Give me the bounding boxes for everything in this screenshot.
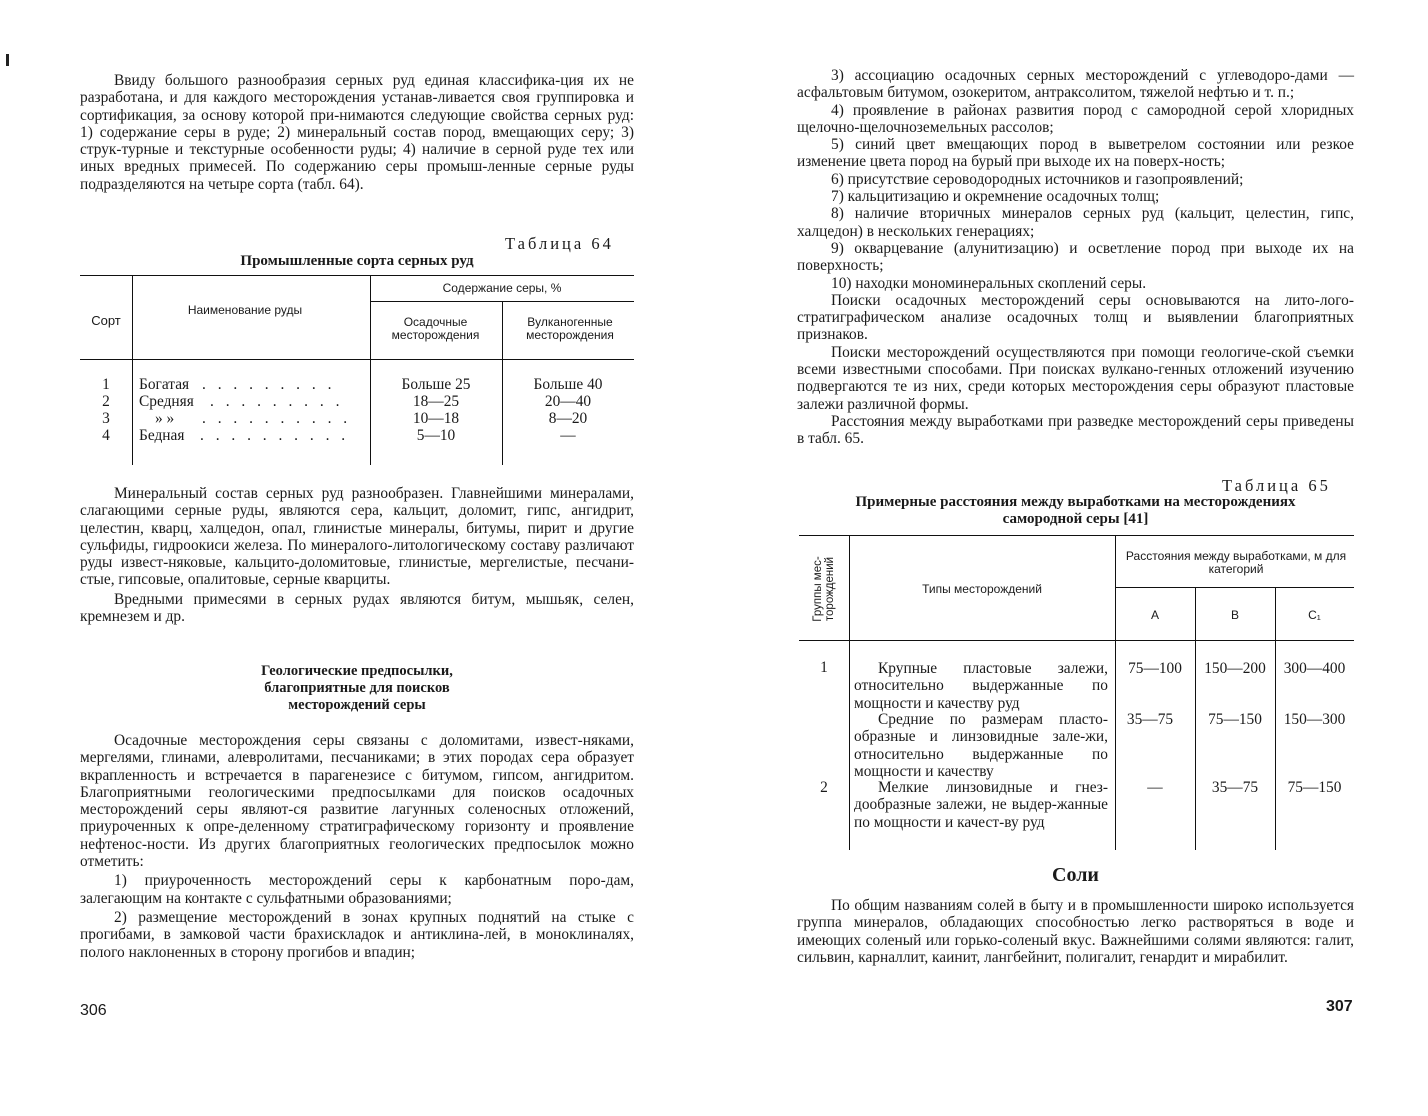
list-item: 8) наличие вторичных минералов серных руд (кальцит, целестин, гипс, халцедон) в нескольких генерациях; (797, 205, 1354, 240)
margin-mark (6, 54, 9, 66)
table-65-a: 75—100 (1128, 660, 1182, 677)
right-page (714, 0, 1428, 1116)
list-item: 10) находки мономинеральных скоплений серы. (831, 274, 1147, 292)
table-65-group: 1 (820, 659, 828, 676)
list-item: 7) кальцитизацию и окремнение осадочных толщ; (831, 188, 1160, 206)
table-64-vol: Больше 40 (533, 376, 603, 393)
table-65-title (797, 494, 1354, 528)
table-65-b: 150—200 (1204, 660, 1266, 677)
table-65-type (854, 779, 1108, 831)
table-64-name: Средняя (139, 393, 194, 410)
list-item: 1) приуроченность месторождений серы к карбонатным поро-дам, залегающим на контакте с сульфатными образованиями; (80, 872, 634, 907)
table-64-header-name: Наименование руды (187, 303, 303, 317)
salts-block (797, 897, 1354, 966)
list-item: 4) проявление в районах развития пород с самородной серой хлоридных щелочно-щелочноземельных рассолов; (797, 101, 1354, 136)
table-65-header-group-text: Группы мес-торождений (812, 556, 836, 622)
mineral-paragraph: Минеральный состав серных руд разнообразен. Главнейшими минералами, слагающими серные руды, являются сера, кальцит, доломит, гипс, ангидрит, целестин, кварц, халцедон, опал, глинистые минералы, битумы, пирит и другие сульфиды, гидроокиси железа. По минералого-литологическому составу различают руды извест-няковые, кальцито-доломитовые, глинистые, мергелистые, песчани-стые, гипсовые, опалитовые, серные кварциты. (80, 485, 634, 589)
list-block (797, 67, 1354, 448)
table-65-title-line: Примерные расстояния между выработками на месторождениях (855, 494, 1296, 510)
table-64-header-volcanic: Вулканогенные месторождения (526, 315, 614, 342)
table-64-sed: 10—18 (412, 410, 460, 427)
salts-heading: Соли (1052, 864, 1099, 886)
table-65-b: 35—75 (1211, 779, 1259, 796)
table-64-sed: 5—10 (416, 427, 456, 444)
table-64-dots: . . . . . . . . . (210, 393, 344, 410)
table-65-type-text: Средние по размерам пласто-образные и линзовидные зале-жи, относительно выдержанные по мощности и качеству (854, 711, 1108, 780)
list-item: 6) присутствие сероводородных источников и газопроявлений; (831, 170, 1244, 188)
geology-heading-line: Геологические предпосылки, (261, 663, 453, 679)
list-item: 3) ассоциацию осадочных серных месторождений с углеводоро-дами — асфальтовым битумом, озокеритом, антраксолитом, тяжелой нефтью и т. п.; (797, 67, 1354, 102)
geology-heading (80, 663, 634, 714)
table-64-vol: 20—40 (544, 393, 592, 410)
list-item: 5) синий цвет вмещающих пород в выветрелом состоянии или резкое изменение цвета пород на бурый при выходе их на поверх-ность; (797, 136, 1354, 171)
table-64-sed: Больше 25 (401, 376, 471, 393)
geology-paragraph: Осадочные месторождения серы связаны с доломитами, извест-няками, мергелями, глинами, алевролитами, песчаниками; в этих породах сера образует вкрапленность и встречается в парагенезисе с битумом, гипсом, ангидритом. Благоприятными геологическими предпосылками для поисков осадочных месторождений серы являют-ся развитие лагунных соленосных отложений, приуроченных к опре-деленному стратиграфическому горизонту и проявление нефтенос-ности. Из других благоприятных геологических предпосылок можно отметить: (80, 732, 634, 871)
table-65-type-text: Мелкие линзовидные и гнез-дообразные залежи, не выдер-жанные по мощности и качест-ву руд (854, 779, 1108, 831)
table-65-number: Таблица 65 (1222, 476, 1331, 495)
table-64-vol: — (560, 427, 576, 444)
table-65-group: 2 (820, 779, 828, 796)
search-paragraph: Поиски месторождений осуществляются при помощи геологиче-ской съемки всеми известными способами. При поисках вулкано-генных отложений изучению подвергаются те из них, среди которых месторождения серы образуют пластовые залежи различной формы. (797, 343, 1354, 413)
table-64-sort: 3 (102, 410, 110, 427)
table-64-dots: . . . . . . . . . . (202, 410, 352, 427)
table-65-b: 75—150 (1208, 711, 1262, 728)
geology-heading-line: месторождений серы (288, 697, 426, 713)
page-number: 306 (80, 1002, 107, 1019)
impurities-paragraph: Вредными примесями в серных рудах являются битум, мышьяк, селен, кремнезем и др. (80, 590, 634, 626)
list-item: 9) окварцевание (алунитизацию) и осветление пород при выходе их на поверхность; (797, 239, 1354, 275)
table-64-dots: . . . . . . . . . (202, 376, 336, 393)
search-paragraph: Поиски осадочных месторождений серы основываются на лито-лого-стратиграфическом анализе осадочных толщ и выявлении благоприятных признаков. (797, 291, 1354, 344)
salts-paragraph: По общим названиям солей в быту и в промышленности широко используется группа минералов, обладающих способностью легко растворяться в воде и имеющих соленый или горько-соленый вкус. Важнейшими солями являются: галит, сильвин, карналлит, каинит, лангбейнит, полигалит, генардит и мирабилит. (797, 897, 1354, 966)
list-item: 2) размещение месторождений в зонах крупных поднятий на стыке с прогибами, в замковой части брахискладок и антиклина-лей, в моноклиналях, полого наклоненных в сторону прогибов и впадин; (80, 908, 634, 961)
geology-heading-line: благоприятные для поисков (264, 680, 450, 696)
table-64-sort: 2 (102, 393, 110, 410)
table-65-type (854, 711, 1108, 780)
table-64-header-content: Содержание серы, % (442, 281, 562, 295)
table-64-header-sort: Сорт (91, 313, 121, 328)
table-65-c1: 150—300 (1283, 711, 1346, 728)
geology-block (80, 732, 634, 961)
table-65-a: — (1147, 779, 1163, 796)
table-65-a: 35—75 (1126, 711, 1174, 728)
mineral-block (80, 485, 634, 625)
table-65-header-types: Типы месторождений (922, 582, 1042, 596)
table-64-sort: 4 (102, 427, 110, 444)
table-64-sed: 18—25 (412, 393, 460, 410)
table-64-name: Богатая (139, 376, 190, 393)
page-number: 307 (1326, 998, 1353, 1015)
table-65-header-group (801, 540, 847, 638)
table-64-vol: 8—20 (548, 410, 588, 427)
table-65-header-distances: Расстояния между выработками, м для категорий (1125, 549, 1347, 576)
table-65-type-text: Крупные пластовые залежи, относительно выдержанные по мощности и качеству руд (854, 660, 1108, 712)
table-65-header-b: B (1230, 608, 1239, 622)
table-65-c1: 300—400 (1283, 660, 1346, 677)
table-64-number: Таблица 64 (505, 234, 614, 253)
table-65-title-line: самородной серы [41] (1002, 511, 1149, 527)
table-64-name: » » (155, 410, 175, 427)
table-65-c1: 75—150 (1287, 779, 1342, 796)
table-64-dots: . . . . . . . . . . (200, 427, 350, 444)
table-64-sort: 1 (102, 376, 110, 393)
table-65-type (854, 660, 1108, 712)
table-65-header-c1: C₁ (1308, 608, 1321, 622)
table-64-name: Бедная (139, 427, 185, 444)
table-64-title: Промышленные сорта серных руд (240, 253, 474, 269)
table-65-header-a: A (1150, 608, 1159, 622)
table-64-header-sedimentary: Осадочные месторождения (391, 315, 480, 342)
intro-paragraph: Ввиду большого разнообразия серных руд единая классифика-ция их не разработана, и для каждого месторождения устанав-ливается своя группировка и сортификация, за основу которой при-нимаются следующие свойства серных руд: 1) содержание серы в руде; 2) минеральный состав пород, вмещающих серу; 3) струк-турные и текстурные особенности руды; 4) наличие в серной руде тех или иных вредных примесей. По содержанию серы промыш-ленные серные руды подразделяются на четыре сорта (табл. 64). (80, 72, 634, 193)
distances-paragraph: Расстояния между выработками при разведке месторождений серы приведены в табл. 65. (797, 412, 1354, 448)
intro-block (80, 72, 634, 193)
